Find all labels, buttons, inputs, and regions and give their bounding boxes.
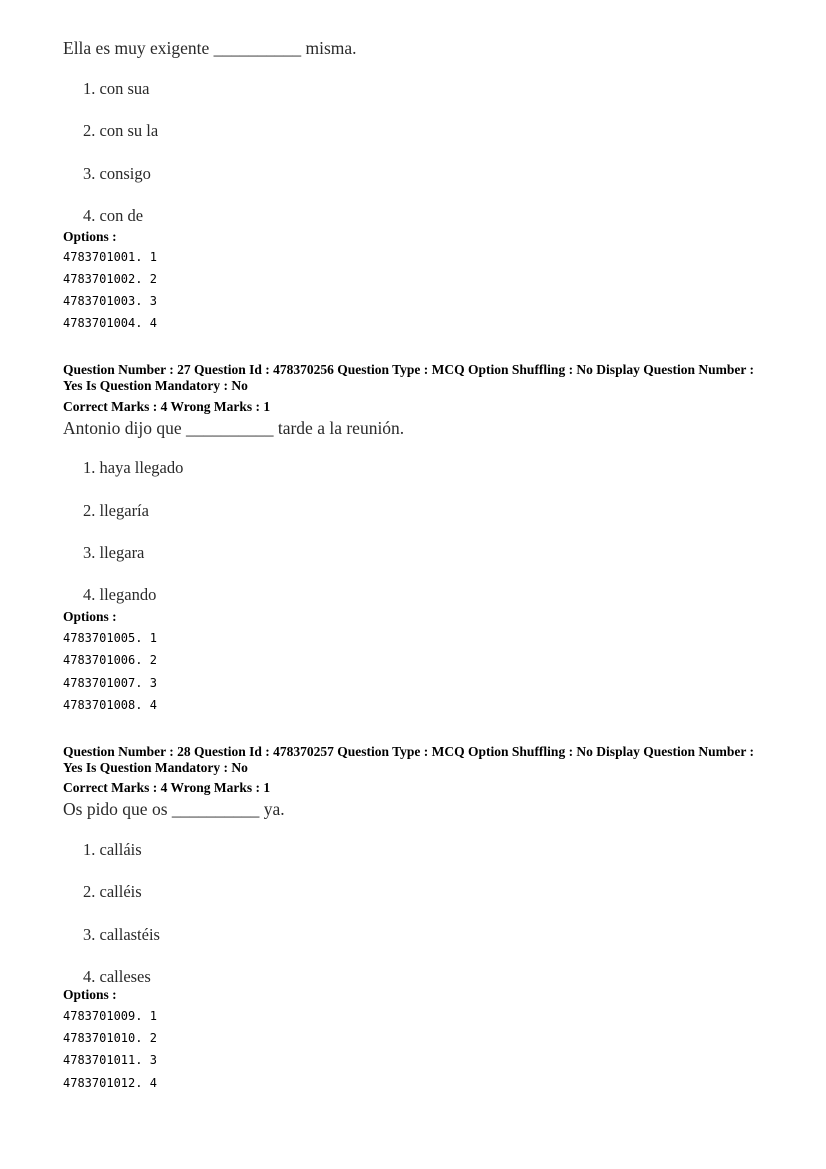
options-label: Options : <box>63 987 117 1002</box>
option-id-3: 4783701007. 3 <box>63 676 157 690</box>
options-label: Options : <box>63 609 117 624</box>
choice-2: 2. calléis <box>83 882 142 901</box>
option-id-1: 4783701001. 1 <box>63 250 157 264</box>
question-meta: Question Number : 28 Question Id : 478370257 Question Type : MCQ Option Shuffling : No Display Question Number : Yes Is Question Mandatory : No <box>63 744 754 775</box>
choice-2: 2. llegaría <box>83 501 149 520</box>
option-id-4: 4783701004. 4 <box>63 316 157 330</box>
choice-1: 1. con sua <box>83 79 150 98</box>
choice-1: 1. haya llegado <box>83 458 184 477</box>
choice-4: 4. llegando <box>83 585 157 604</box>
option-id-2: 4783701002. 2 <box>63 272 157 286</box>
option-id-3: 4783701011. 3 <box>63 1053 157 1067</box>
question-text: Ella es muy exigente __________ misma. <box>63 38 357 58</box>
choice-1: 1. calláis <box>83 840 142 859</box>
options-label: Options : <box>63 229 117 244</box>
choice-3: 3. consigo <box>83 164 151 183</box>
option-id-3: 4783701003. 3 <box>63 294 157 308</box>
choice-4: 4. con de <box>83 206 144 225</box>
option-id-2: 4783701006. 2 <box>63 653 157 667</box>
option-id-2: 4783701010. 2 <box>63 1031 157 1045</box>
choice-4: 4. calleses <box>83 967 151 986</box>
marks-line: Correct Marks : 4 Wrong Marks : 1 <box>63 399 271 414</box>
option-id-1: 4783701005. 1 <box>63 631 157 645</box>
choice-3: 3. llegara <box>83 543 145 562</box>
choice-2: 2. con su la <box>83 121 159 140</box>
question-text: Os pido que os __________ ya. <box>63 799 285 819</box>
marks-line: Correct Marks : 4 Wrong Marks : 1 <box>63 780 271 795</box>
option-id-4: 4783701008. 4 <box>63 698 157 712</box>
question-meta: Question Number : 27 Question Id : 478370256 Question Type : MCQ Option Shuffling : No Display Question Number : Yes Is Question Mandatory : No <box>63 362 754 393</box>
choice-3: 3. callastéis <box>83 925 160 944</box>
option-id-4: 4783701012. 4 <box>63 1076 157 1090</box>
option-id-1: 4783701009. 1 <box>63 1009 157 1023</box>
question-text: Antonio dijo que __________ tarde a la reunión. <box>63 418 405 438</box>
